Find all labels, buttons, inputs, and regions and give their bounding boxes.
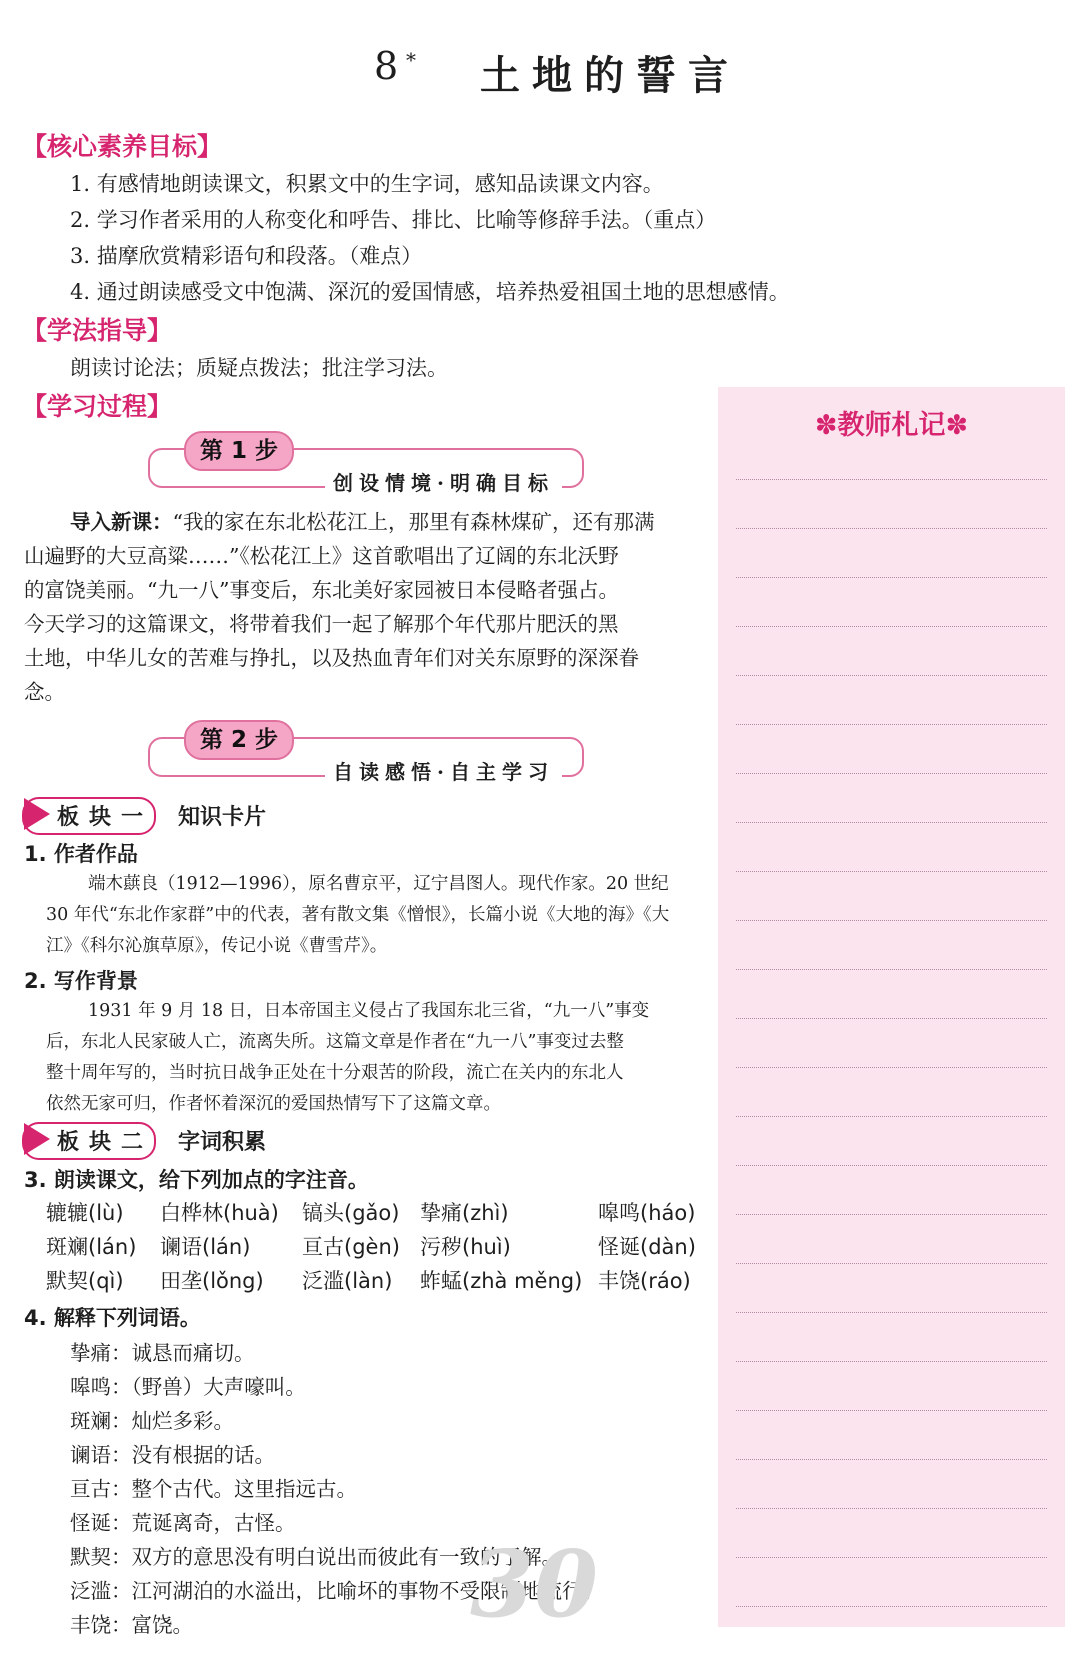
pinyin-item: 白桦林(huà) (160, 1201, 279, 1225)
section-goals-heading: 【核心素养目标】 (22, 132, 223, 161)
note-line (736, 577, 1047, 578)
note-line (736, 1018, 1047, 1019)
note-line (736, 626, 1047, 627)
note-line (736, 1410, 1047, 1411)
note-line (736, 675, 1047, 676)
note-line (736, 773, 1047, 774)
goal-item-1: 1. 有感情地朗读课文，积累文中的生字词，感知品读课文内容。 (70, 172, 664, 196)
page-title: 土地的誓言 (480, 52, 740, 99)
pinyin-item: 斑斓(lán) (46, 1235, 137, 1259)
intro-line-5: 土地，中华儿女的苦难与挣扎，以及热血青年们对关东原野的深深眷 (24, 646, 639, 670)
step1-subtitle: 创设情境·明确目标 (325, 467, 562, 496)
q4-heading: 4. 解释下列词语。 (24, 1306, 201, 1330)
note-line (736, 1116, 1047, 1117)
note-line (736, 1165, 1047, 1166)
pinyin-item: 田垄(lǒng) (160, 1269, 264, 1293)
author-heading: 1. 作者作品 (24, 842, 138, 866)
goal-item-2: 2. 学习作者采用的人称变化和呼告、排比、比喻等修辞手法。（重点） (70, 208, 717, 232)
page-number: 30 (470, 1530, 599, 1638)
play-triangle-icon (24, 798, 50, 830)
goal-item-4: 4. 通过朗读感受文中饱满、深沉的爱国情感，培养热爱祖国土地的思想感情。 (70, 280, 790, 304)
pinyin-item: 辘辘(lù) (46, 1201, 124, 1225)
lesson-number: 8 (374, 44, 399, 88)
block2-title: 字词积累 (178, 1130, 267, 1155)
note-line (736, 1459, 1047, 1460)
block1-title: 知识卡片 (178, 805, 267, 830)
pinyin-item: 亘古(gèn) (302, 1235, 400, 1259)
step1-label: 第 1 步 (184, 431, 294, 471)
note-line (736, 1067, 1047, 1068)
note-line (736, 528, 1047, 529)
pinyin-item: 默契(qì) (46, 1269, 124, 1293)
background-heading: 2. 写作背景 (24, 969, 138, 993)
pinyin-item: 怪诞(dàn) (598, 1235, 696, 1259)
note-line (736, 1214, 1047, 1215)
definition-item: 丰饶：富饶。 (70, 1613, 193, 1637)
play-triangle-icon (24, 1123, 50, 1155)
step2-subtitle: 自读感悟·自主学习 (325, 756, 562, 785)
background-line-4: 依然无家可归，作者怀着深沉的爱国热情写下了这篇文章。 (46, 1094, 501, 1114)
note-line (736, 871, 1047, 872)
definition-item: 默契：双方的意思没有明白说出而彼此有一致的了解。 (70, 1545, 562, 1569)
lesson-star: * (406, 48, 416, 72)
section-method-heading: 【学法指导】 (22, 316, 173, 345)
pinyin-item: 镐头(gǎo) (302, 1201, 400, 1225)
author-line-2: 30 年代“东北作家群”中的代表，著有散文集《憎恨》，长篇小说《大地的海》《大 (46, 905, 670, 925)
step2-label: 第 2 步 (184, 720, 294, 760)
intro-line-4: 今天学习的这篇课文，将带着我们一起了解那个年代那片肥沃的黑 (24, 612, 619, 636)
pinyin-item: 泛滥(làn) (302, 1269, 393, 1293)
q3-heading: 3. 朗读课文，给下列加点的字注音。 (24, 1168, 369, 1192)
note-line (736, 1263, 1047, 1264)
pinyin-item: 污秽(huì) (420, 1235, 511, 1259)
background-line-1: 1931 年 9 月 18 日，日本帝国主义侵占了我国东北三省，“九一八”事变 (88, 1001, 650, 1021)
note-line (736, 1312, 1047, 1313)
definition-item: 怪诞：荒诞离奇，古怪。 (70, 1511, 296, 1535)
definition-item: 谰语：没有根据的话。 (70, 1443, 275, 1467)
block1-label: 板块一 (57, 805, 154, 830)
note-line (736, 724, 1047, 725)
pinyin-item: 嗥鸣(háo) (598, 1201, 696, 1225)
note-line (736, 1361, 1047, 1362)
goal-item-3: 3. 描摩欣赏精彩语句和段落。（难点） (70, 244, 423, 268)
block2-label: 板块二 (57, 1130, 154, 1155)
intro-line-6: 念。 (24, 680, 65, 704)
intro-line-2: 山遍野的大豆高粱……”《松花江上》这首歌唱出了辽阔的东北沃野 (24, 544, 619, 568)
pinyin-item: 挚痛(zhì) (420, 1201, 509, 1225)
method-text: 朗读讨论法；质疑点拨法；批注学习法。 (70, 356, 448, 380)
note-line (736, 1606, 1047, 1607)
teacher-notes-title: ✽教师札记✽ (814, 410, 969, 441)
note-line (736, 969, 1047, 970)
author-line-1: 端木蕻良（1912—1996），原名曹京平，辽宁昌图人。现代作家。20 世纪 (88, 874, 669, 894)
background-line-2: 后，东北人民家破人亡，流离失所。这篇文章是作者在“九一八”事变过去整 (46, 1032, 624, 1052)
note-line (736, 822, 1047, 823)
author-line-3: 江》《科尔沁旗草原》，传记小说《曹雪芹》。 (46, 936, 388, 956)
intro-line-3: 的富饶美丽。“九一八”事变后，东北美好家园被日本侵略者强占。 (24, 578, 619, 602)
definition-item: 亘古：整个古代。这里指远古。 (70, 1477, 357, 1501)
note-line (736, 1557, 1047, 1558)
section-process-heading: 【学习过程】 (22, 392, 173, 421)
definition-item: 嗥鸣：（野兽）大声嚎叫。 (70, 1375, 306, 1399)
note-line (736, 920, 1047, 921)
definition-item: 挚痛：诚恳而痛切。 (70, 1341, 255, 1365)
definition-item: 泛滥：江河湖泊的水溢出，比喻坏的事物不受限制地流行。 (70, 1579, 603, 1603)
intro-lead: 导入新课： (70, 510, 173, 534)
note-line (736, 479, 1047, 480)
teacher-notes-panel (718, 387, 1065, 1627)
definition-item: 斑斓：灿烂多彩。 (70, 1409, 234, 1433)
background-line-3: 整十周年写的，当时抗日战争正处在十分艰苦的阶段，流亡在关内的东北人 (46, 1063, 624, 1083)
pinyin-item: 谰语(lán) (160, 1235, 251, 1259)
intro-line-1: 导入新课：“我的家在东北松花江上，那里有森林煤矿，还有那满 (70, 510, 655, 534)
note-line (736, 1508, 1047, 1509)
pinyin-item: 蚱蜢(zhà měng) (420, 1269, 583, 1293)
pinyin-item: 丰饶(ráo) (598, 1269, 691, 1293)
